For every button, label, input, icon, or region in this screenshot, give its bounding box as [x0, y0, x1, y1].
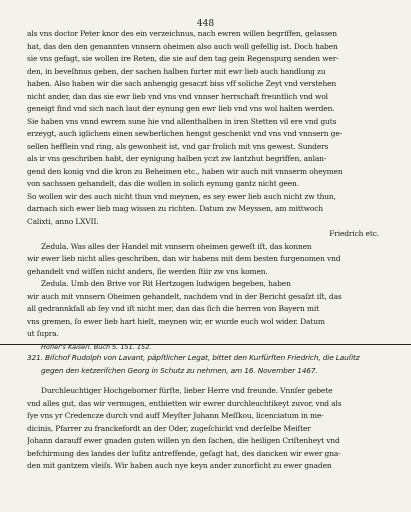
document-321: [27, 352, 389, 473]
text-line: sellen hefflein vnd ring, als gewonheit ist, vnd gar frolich mit vns gewest. Sunders: [27, 141, 329, 151]
zedula-line: all gedrannkfall ab ſey vnd iſt nicht mer, dan das ſich die herren von Bayern mit: [27, 304, 319, 313]
text-line: geneigt find vnd sich nach laut der eynung gen ewr lieb vnd vns wol halten werden.: [27, 104, 335, 113]
body-line: Durchleuchtiger Hochgeborner fürſte, lieber Herre vnd freunde. Vnnſer gebete: [41, 386, 333, 395]
signature: Friedrich etc.: [329, 229, 379, 238]
zedula-line: Zedula. Umb den Brive vor Rit Hertzogen ludwigen begeben, haben: [41, 279, 291, 288]
zedula-line: wir ewer lieb nicht alles geschriben, dan wir habens mit dem besten furgenomen vnd: [27, 254, 341, 263]
text-line: nicht ander, dan das sie ewr lieb vnd vns vnd vnnser herrschaft freuntlich vnd wol: [27, 91, 328, 101]
body-line: den mit gantzem vleiſs. Wir haben auch nye keyn ander zunorficht zu ewer gnaden: [27, 461, 332, 470]
text-line: haben. Also haben wir die sach anhengig gesaczt biss vff soliche Zeyt vnd verstehen: [27, 79, 337, 88]
body-line: befchirmung des landes der luſitz antreffende, geſagt hat, des dancken wir ewer gna-: [27, 448, 341, 458]
document-heading: gegen den ketzeriſchen Georg in Schutz zu nehmen, am 16. November 1467.: [41, 365, 318, 375]
page-number: 448: [196, 19, 215, 29]
body-line: dicinis, Pfarrer zu franckefordt an der Oder, zugeſchickt vnd derſelbe Meiſter: [27, 423, 311, 433]
text-line: Calixti, anno LXVII.: [27, 216, 99, 226]
text-line: darnach sich ewer lieb mag wissen zu richten. Datum zw Meyssen, am mittwoch: [27, 204, 323, 213]
zedula-line: wir auch mit vnnsern Oheimen gehandelt, nachdem vnd in der Bericht gesaſzt iſt, das: [27, 291, 342, 301]
source-note: Höfler's Kaiserl. Buch S. 151. 152.: [41, 342, 152, 351]
text-line: als vns doctor Peter knor des ein verzeichnus, nach ewren willen begriffen, gelassen: [27, 29, 337, 38]
text-line: Sie haben vns vnnd ewrem sune hie vnd allenthalben in iren Stetten vil ere vnd guts: [27, 116, 337, 126]
text-line: gend den konig vnd die kron zu Beheimen etc., haben wir auch mit vnnserm oheymen: [27, 166, 343, 176]
text-line: den, in bevelhnus geben, der sachen halben furter mit ewr lieb auch handlung zu: [27, 66, 326, 76]
zedula-line: Zedula. Was alles der Handel mit vnnsern oheimen geweſt iſt, das konnen: [41, 241, 312, 251]
body-line: vnd alles gut, das wir vermugen, entbietten wir ewrer durchleuchtikeyt zuvor, vnd als: [27, 398, 342, 408]
text-line: von sachssen gehandelt, das die wollen in solich eynung gantz nicht geen.: [27, 179, 299, 188]
section-divider: [0, 344, 411, 345]
text-line: So wollen wir des auch nicht thun vnd meynen, es sey ewer lieb auch nicht zw thun,: [27, 191, 336, 201]
zedula-line: gehandelt vnd wiſſen nicht anders, ſie werden ſtiir zw vns komen.: [27, 266, 268, 276]
letter-text: [27, 28, 389, 353]
body-line: Johann darauff ewer gnaden guten willen yn den ſachen, die heiligen Criſtenheyt vnd: [27, 436, 340, 445]
text-line: hat, das den den genannten vnnsern oheimen also auch woll gefellig ist. Doch haben: [27, 41, 338, 51]
document-heading: 321. Biſchof Rudolph von Lavant, päpſtlicher Legat, bittet den Kurfürſten Friedrich, die Lauſitz: [27, 353, 360, 362]
text-line: sie vns gefagt, sie wollen ire Reten, die sie auf den tag gein Regenspurg senden wer-: [27, 54, 339, 63]
zedula-line: vns gremen, ſo ewer lieb hart hielt, meynen wir, er wurde euch wol wider. Datum: [27, 316, 325, 326]
body-line: ſye vns yr Credencze durch vnd auff Meyſter Johann Meſſkou, licenciatum in me-: [27, 411, 324, 420]
text-line: erzeygt, auch iglichem einen sewberlichen hengst geschenkt vnd vns vnd vnnsern ge-: [27, 129, 342, 138]
text-line: als ir vns geschriben habt, der eynigung halben yczt zw lantzhut begriffen, anlan-: [27, 154, 327, 163]
zedula-line: ut ſupra.: [27, 329, 59, 338]
